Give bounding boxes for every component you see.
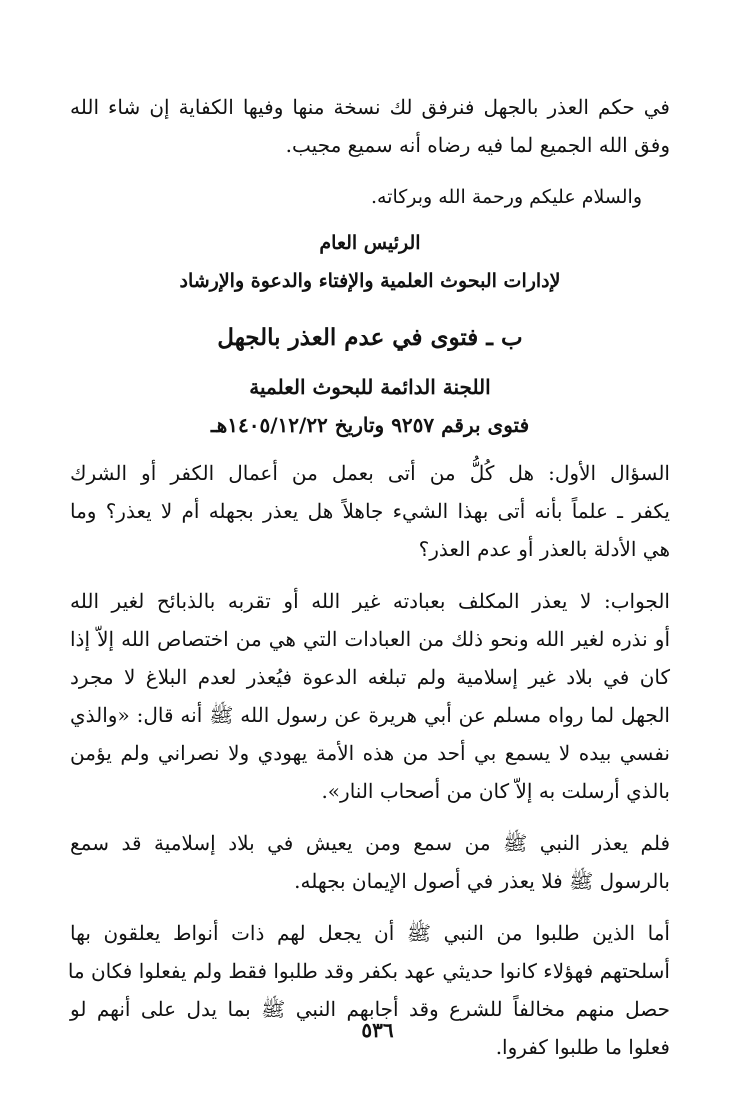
text-line: بالذي أرسلت به إلاّ كان من أصحاب النار». [321,779,670,803]
committee-name: اللجنة الدائمة للبحوث العلمية [249,375,491,399]
second-paragraph [70,824,670,900]
text-line: أو نذره لغير الله ونحو ذلك من العبادات التي هي من اختصاص الله إلاّ إذا [70,627,670,651]
text-line: السؤال الأول: هل كُلُّ من أتى بعمل من أعمال الكفر أو الشرك [70,461,670,485]
text-line: بالرسول ﷺ فلا يعذر في أصول الإيمان بجهله. [294,869,670,893]
third-paragraph [67,914,670,1066]
text-line: وفق الله الجميع لما فيه رضاه أنه سميع مجيب. [285,133,670,157]
salutation: والسلام عليكم ورحمة الله وبركاته. [370,186,642,208]
text-line: الجهل لما رواه مسلم عن أبي هريرة عن رسول الله ﷺ أنه قال: «والذي [70,703,670,727]
question-paragraph [70,454,670,568]
text-line: في حكم العذر بالجهل فنرفق لك نسخة منها وفيها الكفاية إن شاء الله [70,95,670,119]
answer-paragraph [70,582,670,810]
section-title: ب ـ فتوى في عدم العذر بالجهل [217,324,523,351]
fatwa-reference: فتوى برقم ٩٢٥٧ وتاريخ ١٤٠٥/١٢/٢٢هـ [210,413,530,437]
page-number: ٥٣٦ [361,1018,394,1042]
signature-department: لإدارات البحوث العلمية والإفتاء والدعوة والإرشاد [179,270,561,292]
text-line: كان في بلاد غير إسلامية ولم تبلغه الدعوة فيُعذر لعدم البلاغ لا مجرد [70,665,670,689]
text-line: الجواب: لا يعذر المكلف بعبادته غير الله أو تقربه بالذبائح لغير الله [70,589,670,613]
text-line: نفسي بيده لا يسمع بي أحد من هذه الأمة يهودي ولا نصراني ولم يؤمن [70,741,670,765]
text-line: حصل منهم مخالفاً للشرع وقد أجابهم النبي ﷺ بما يدل على أنهم لو [70,997,670,1021]
page-body [67,88,670,1080]
text-line: فلم يعذر النبي ﷺ من سمع ومن يعيش في بلاد إسلامية قد سمع [70,831,670,855]
signature-title: الرئيس العام [319,232,421,254]
intro-paragraph [70,88,670,164]
text-line: فعلوا ما طلبوا كفروا. [495,1035,670,1059]
text-line: أسلحتهم فهؤلاء كانوا حديثي عهد بكفر وقد طلبوا فقط ولم يفعلوا فكان ما [67,959,670,983]
text-line: يكفر ـ علماً بأنه أتى بهذا الشيء جاهلاً هل يعذر بجهله أم لا يعذر؟ وما [70,499,670,523]
text-line: هي الأدلة بالعذر أو عدم العذر؟ [418,537,670,561]
text-line: أما الذين طلبوا من النبي ﷺ أن يجعل لهم ذات أنواط يعلقون بها [70,921,670,945]
